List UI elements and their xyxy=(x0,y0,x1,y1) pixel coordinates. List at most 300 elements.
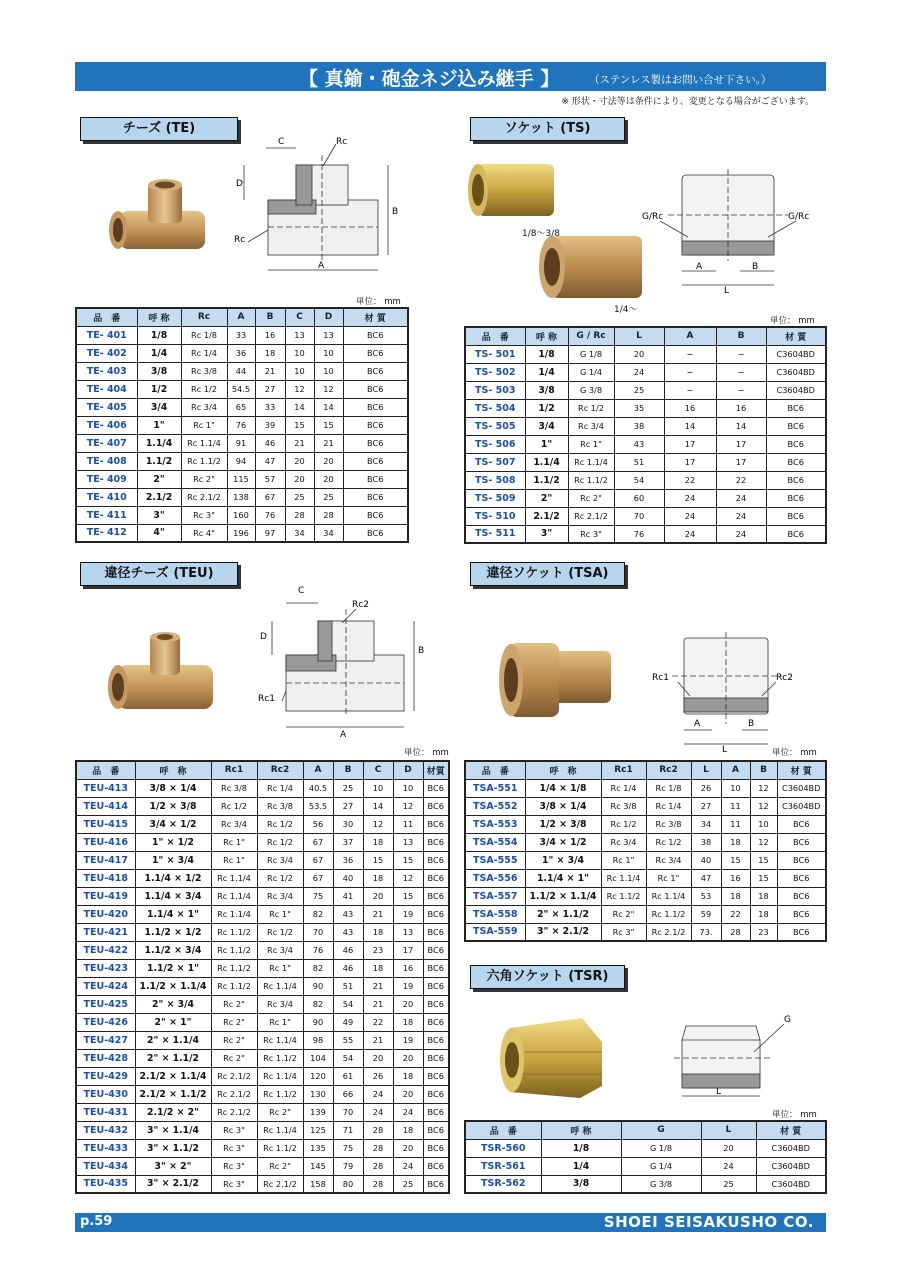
diagram-label-b: B xyxy=(418,646,425,656)
table-cell: 3/8 × 1/4 xyxy=(525,797,601,815)
table-cell: 38 xyxy=(691,833,721,851)
table-cell: 34 xyxy=(285,524,314,542)
table-cell: BC6 xyxy=(777,923,826,941)
table-cell: − xyxy=(716,381,766,399)
diagram-label-rc2: Rc2 xyxy=(776,673,793,683)
table-cell: 20 xyxy=(393,995,423,1013)
table-cell: G 1/8 xyxy=(568,345,614,363)
table-cell: BC6 xyxy=(343,398,408,416)
table-cell: 90 xyxy=(303,1013,333,1031)
table-cell: 20 xyxy=(285,470,314,488)
table-cell: 47 xyxy=(255,452,285,470)
table-cell: 24 xyxy=(363,1103,393,1121)
part-number-cell: TEU-421 xyxy=(76,923,135,941)
table-cell: Rc 3/8 xyxy=(646,815,691,833)
table-row xyxy=(76,434,408,452)
part-number-cell: TEU-420 xyxy=(76,905,135,923)
table-cell: 26 xyxy=(691,779,721,797)
table-cell: 12 xyxy=(393,869,423,887)
table-cell: 1/2 × 3/8 xyxy=(525,815,601,833)
table-cell: 60 xyxy=(614,489,664,507)
table-row xyxy=(465,851,826,869)
diagram-label-a: A xyxy=(340,730,347,740)
table-cell: 23 xyxy=(363,941,393,959)
part-number-cell: TE- 407 xyxy=(76,434,137,452)
table-cell: BC6 xyxy=(766,525,826,543)
table-cell: 14 xyxy=(716,417,766,435)
table-cell: 24 xyxy=(664,525,716,543)
table-cell: 18 xyxy=(255,344,285,362)
table-cell: 28 xyxy=(285,506,314,524)
table-cell: 1.1/4 xyxy=(525,453,568,471)
table-cell: Rc 3/8 xyxy=(601,797,646,815)
table-cell: Rc 1/2 xyxy=(211,797,257,815)
table-row xyxy=(76,1067,449,1085)
table-cell: 1.1/2 × 3/4 xyxy=(135,941,211,959)
part-number-cell: TE- 403 xyxy=(76,362,137,380)
table-cell: Rc 3" xyxy=(211,1139,257,1157)
table-cell: 36 xyxy=(227,344,255,362)
table-cell: 36 xyxy=(333,851,363,869)
column-header: A xyxy=(664,327,716,345)
table-cell: 2" × 3/4 xyxy=(135,995,211,1013)
part-number-cell: TEU-428 xyxy=(76,1049,135,1067)
table-cell: 24 xyxy=(363,1085,393,1103)
table-cell: 21 xyxy=(285,434,314,452)
table-cell: 39 xyxy=(255,416,285,434)
table-cell: Rc 1" xyxy=(601,851,646,869)
table-cell: 24 xyxy=(664,507,716,525)
reducing-socket-diagram xyxy=(650,632,825,752)
column-header: C xyxy=(363,761,393,779)
table-cell: Rc 1.1/4 xyxy=(568,453,614,471)
table-cell: 46 xyxy=(255,434,285,452)
table-cell: 22 xyxy=(363,1013,393,1031)
table-cell: 43 xyxy=(333,905,363,923)
table-cell: 73. xyxy=(691,923,721,941)
table-cell: 24 xyxy=(393,1103,423,1121)
table-cell: 3/4 xyxy=(525,417,568,435)
table-cell: 18 xyxy=(393,1067,423,1085)
table-cell: Rc 1.1/2 xyxy=(257,1085,303,1103)
part-number-cell: TE- 405 xyxy=(76,398,137,416)
table-cell: 40 xyxy=(691,851,721,869)
table-row xyxy=(76,815,449,833)
table-cell: BC6 xyxy=(343,524,408,542)
table-cell: 15 xyxy=(393,887,423,905)
table-cell: 19 xyxy=(393,1031,423,1049)
table-cell: BC6 xyxy=(343,362,408,380)
table-cell: 70 xyxy=(333,1103,363,1121)
table-cell: 3" xyxy=(137,506,181,524)
unit-label-ts: 単位： mm xyxy=(770,316,815,326)
table-header-row xyxy=(465,1121,826,1139)
table-cell: Rc 2.1/2 xyxy=(211,1085,257,1103)
table-cell: Rc 1" xyxy=(211,851,257,869)
table-cell: 1" xyxy=(525,435,568,453)
table-cell: Rc 2.1/2 xyxy=(646,923,691,941)
part-number-cell: TEU-425 xyxy=(76,995,135,1013)
table-cell: 10 xyxy=(285,362,314,380)
column-header: G xyxy=(621,1121,701,1139)
table-ts xyxy=(464,326,827,544)
table-cell: 24 xyxy=(716,507,766,525)
table-cell: BC6 xyxy=(777,815,826,833)
table-cell: 1/8 xyxy=(137,326,181,344)
table-row xyxy=(465,399,826,417)
table-row xyxy=(76,1085,449,1103)
table-cell: − xyxy=(716,345,766,363)
table-cell: BC6 xyxy=(423,995,449,1013)
table-cell: 28 xyxy=(363,1121,393,1139)
page-subtitle: （ステンレス製はお問い合せ下さい。） xyxy=(589,74,772,86)
table-row xyxy=(76,470,408,488)
part-number-cell: TE- 408 xyxy=(76,452,137,470)
disclaimer-note: ※ 形状・寸法等は条件により、変更となる場合がございます。 xyxy=(561,97,814,107)
table-row xyxy=(465,779,826,797)
table-cell: 12 xyxy=(750,797,777,815)
table-cell: 17 xyxy=(716,435,766,453)
table-cell: 76 xyxy=(227,416,255,434)
table-cell: 21 xyxy=(363,905,393,923)
part-number-cell: TE- 412 xyxy=(76,524,137,542)
table-cell: Rc 2.1/2 xyxy=(257,1175,303,1193)
table-cell: Rc 1/4 xyxy=(181,344,227,362)
table-cell: 18 xyxy=(363,923,393,941)
table-cell: BC6 xyxy=(423,1121,449,1139)
table-header-row xyxy=(76,761,449,779)
tee-fitting-photo xyxy=(100,175,215,260)
table-cell: 55 xyxy=(333,1031,363,1049)
table-cell: 158 xyxy=(303,1175,333,1193)
table-cell: 18 xyxy=(750,905,777,923)
table-cell: 54 xyxy=(333,995,363,1013)
diagram-label-rc2: Rc2 xyxy=(352,600,369,610)
table-cell: 3" × 2.1/2 xyxy=(525,923,601,941)
table-cell: 80 xyxy=(333,1175,363,1193)
table-row xyxy=(465,417,826,435)
table-cell: 12 xyxy=(363,815,393,833)
table-cell: Rc 2" xyxy=(181,470,227,488)
part-number-cell: TEU-417 xyxy=(76,851,135,869)
hex-socket-photo xyxy=(490,1012,610,1102)
section-title-teu: 違径チーズ (TEU) xyxy=(80,562,238,586)
table-cell: 34 xyxy=(691,815,721,833)
table-cell: 76 xyxy=(255,506,285,524)
table-cell: G 1/8 xyxy=(621,1139,701,1157)
table-teu xyxy=(75,760,450,1194)
table-cell: Rc 2" xyxy=(257,1103,303,1121)
part-number-cell: TEU-422 xyxy=(76,941,135,959)
table-cell: 21 xyxy=(363,977,393,995)
table-cell: Rc 3/4 xyxy=(601,833,646,851)
table-cell: 1.1/2 xyxy=(525,471,568,489)
table-row xyxy=(76,1175,449,1193)
table-cell: 2" xyxy=(525,489,568,507)
table-cell: Rc 3" xyxy=(601,923,646,941)
table-row xyxy=(76,380,408,398)
table-cell: 76 xyxy=(614,525,664,543)
section-title-tsr: 六角ソケット (TSR) xyxy=(470,965,625,989)
table-cell: 17 xyxy=(716,453,766,471)
table-row xyxy=(76,416,408,434)
table-cell: Rc 1/4 xyxy=(257,779,303,797)
table-cell: 115 xyxy=(227,470,255,488)
diagram-label-c: C xyxy=(278,137,285,147)
column-header: 材 質 xyxy=(766,327,826,345)
part-number-cell: TE- 404 xyxy=(76,380,137,398)
part-number-cell: TEU-433 xyxy=(76,1139,135,1157)
table-cell: Rc 1.1/2 xyxy=(568,471,614,489)
part-number-cell: TSA-552 xyxy=(465,797,525,815)
table-cell: Rc 1.1/2 xyxy=(181,452,227,470)
table-cell: Rc 1.1/2 xyxy=(211,977,257,995)
table-cell: BC6 xyxy=(423,815,449,833)
table-cell: C3604BD xyxy=(766,345,826,363)
diagram-label-a: A xyxy=(694,719,701,729)
table-cell: 3" × 2.1/2 xyxy=(135,1175,211,1193)
column-header: 呼 称 xyxy=(525,327,568,345)
table-row xyxy=(76,833,449,851)
table-cell: Rc 3/4 xyxy=(646,851,691,869)
table-cell: BC6 xyxy=(423,1139,449,1157)
table-cell: 28 xyxy=(363,1175,393,1193)
table-cell: 10 xyxy=(314,344,343,362)
table-cell: 94 xyxy=(227,452,255,470)
tee-fitting-diagram xyxy=(228,130,408,280)
table-cell: BC6 xyxy=(343,434,408,452)
table-row xyxy=(465,507,826,525)
table-row xyxy=(465,381,826,399)
table-cell: 57 xyxy=(255,470,285,488)
table-cell: 19 xyxy=(393,905,423,923)
table-cell: Rc 2.1/2 xyxy=(181,488,227,506)
hex-socket-diagram xyxy=(660,1012,810,1102)
table-cell: 3/4 xyxy=(137,398,181,416)
table-cell: 3" xyxy=(525,525,568,543)
table-cell: 91 xyxy=(227,434,255,452)
table-cell: BC6 xyxy=(423,1103,449,1121)
diagram-label-rc: Rc xyxy=(336,137,348,147)
table-cell: 11 xyxy=(393,815,423,833)
table-cell: 1/2 xyxy=(137,380,181,398)
table-cell: 59 xyxy=(691,905,721,923)
table-cell: BC6 xyxy=(343,344,408,362)
table-cell: 27 xyxy=(255,380,285,398)
table-cell: 18 xyxy=(721,887,750,905)
column-header: 材 質 xyxy=(343,308,408,326)
table-cell: 20 xyxy=(701,1139,756,1157)
table-cell: − xyxy=(664,381,716,399)
table-cell: 1.1/4 × 1/2 xyxy=(135,869,211,887)
table-cell: 2.1/2 × 1.1/2 xyxy=(135,1085,211,1103)
table-row xyxy=(76,977,449,995)
table-cell: Rc 1/2 xyxy=(257,923,303,941)
table-cell: 17 xyxy=(664,435,716,453)
table-row xyxy=(465,797,826,815)
table-cell: 54.5 xyxy=(227,380,255,398)
table-cell: BC6 xyxy=(423,959,449,977)
table-cell: 98 xyxy=(303,1031,333,1049)
table-cell: Rc 2" xyxy=(211,1013,257,1031)
section-title-te: チーズ (TE) xyxy=(80,117,238,141)
table-cell: BC6 xyxy=(423,905,449,923)
table-cell: Rc 1" xyxy=(181,416,227,434)
table-cell: 125 xyxy=(303,1121,333,1139)
part-number-cell: TSA-559 xyxy=(465,923,525,941)
table-cell: 13 xyxy=(393,833,423,851)
part-number-cell: TS- 501 xyxy=(465,345,525,363)
table-cell: BC6 xyxy=(423,1157,449,1175)
table-cell: 28 xyxy=(314,506,343,524)
table-cell: 27 xyxy=(333,797,363,815)
table-cell: 3/8 × 1/4 xyxy=(135,779,211,797)
table-cell: 18 xyxy=(721,833,750,851)
table-cell: 1/4 xyxy=(525,363,568,381)
table-cell: BC6 xyxy=(777,869,826,887)
part-number-cell: TSR-561 xyxy=(465,1157,541,1175)
table-row xyxy=(76,905,449,923)
table-cell: Rc 3" xyxy=(181,506,227,524)
reducing-tee-diagram xyxy=(256,575,436,745)
table-cell: 10 xyxy=(750,815,777,833)
diagram-label-g-left: G/Rc xyxy=(642,212,664,222)
table-cell: 12 xyxy=(750,833,777,851)
table-header-row xyxy=(76,308,408,326)
column-header: D xyxy=(314,308,343,326)
table-cell: 24 xyxy=(716,525,766,543)
table-cell: BC6 xyxy=(343,470,408,488)
table-cell: Rc 1.1/2 xyxy=(211,941,257,959)
table-cell: 51 xyxy=(614,453,664,471)
table-cell: G 1/4 xyxy=(568,363,614,381)
part-number-cell: TEU-423 xyxy=(76,959,135,977)
table-cell: Rc 1" xyxy=(257,959,303,977)
column-header: A xyxy=(721,761,750,779)
column-header: 品 番 xyxy=(465,1121,541,1139)
diagram-label-l: L xyxy=(722,745,728,752)
table-cell: Rc 2" xyxy=(257,1157,303,1175)
table-row xyxy=(465,525,826,543)
diagram-label-a: A xyxy=(696,262,703,272)
table-cell: Rc 1/2 xyxy=(568,399,614,417)
table-cell: Rc 1/2 xyxy=(257,833,303,851)
table-cell: 20 xyxy=(393,1139,423,1157)
table-cell: 1/2 xyxy=(525,399,568,417)
column-header: 呼 称 xyxy=(525,761,601,779)
table-cell: 67 xyxy=(303,869,333,887)
part-number-cell: TE- 406 xyxy=(76,416,137,434)
table-cell: BC6 xyxy=(423,869,449,887)
table-row xyxy=(76,1049,449,1067)
table-cell: BC6 xyxy=(766,399,826,417)
table-row xyxy=(76,887,449,905)
table-cell: − xyxy=(664,363,716,381)
photo-label-small: 1/8〜3/8 xyxy=(522,229,560,239)
table-cell: 24 xyxy=(664,489,716,507)
table-cell: 1.1/4 × 1" xyxy=(135,905,211,923)
socket-photo xyxy=(460,150,660,320)
part-number-cell: TSA-554 xyxy=(465,833,525,851)
table-cell: 135 xyxy=(303,1139,333,1157)
table-cell: 15 xyxy=(750,851,777,869)
table-cell: 61 xyxy=(333,1067,363,1085)
column-header: 品 番 xyxy=(465,761,525,779)
table-cell: Rc 1.1/4 xyxy=(257,977,303,995)
photo-label-large: 1/4〜 xyxy=(614,305,638,315)
section-title-ts: ソケット (TS) xyxy=(470,117,625,141)
table-cell: 12 xyxy=(750,779,777,797)
table-cell: 21 xyxy=(314,434,343,452)
table-row xyxy=(465,453,826,471)
table-row xyxy=(76,506,408,524)
table-cell: 12 xyxy=(285,380,314,398)
table-cell: 79 xyxy=(333,1157,363,1175)
diagram-label-g-right: G/Rc xyxy=(788,212,810,222)
table-cell: C3604BD xyxy=(777,797,826,815)
table-cell: BC6 xyxy=(423,797,449,815)
table-cell: 2.1/2 × 2" xyxy=(135,1103,211,1121)
table-row xyxy=(76,326,408,344)
table-cell: Rc 1.1/4 xyxy=(257,1121,303,1139)
table-cell: 1.1/4 × 1" xyxy=(525,869,601,887)
table-cell: Rc 1/2 xyxy=(646,833,691,851)
table-cell: 2.1/2 × 1.1/4 xyxy=(135,1067,211,1085)
table-cell: Rc 1.1/2 xyxy=(257,1049,303,1067)
table-cell: Rc 1.1/4 xyxy=(257,1031,303,1049)
table-cell: 1/2 × 3/8 xyxy=(135,797,211,815)
diagram-label-b: B xyxy=(748,719,755,729)
table-cell: 19 xyxy=(393,977,423,995)
part-number-cell: TS- 504 xyxy=(465,399,525,417)
table-cell: 130 xyxy=(303,1085,333,1103)
table-cell: Rc 1.1/2 xyxy=(601,887,646,905)
table-cell: 2" × 1.1/2 xyxy=(525,905,601,923)
part-number-cell: TEU-431 xyxy=(76,1103,135,1121)
part-number-cell: TE- 409 xyxy=(76,470,137,488)
part-number-cell: TEU-424 xyxy=(76,977,135,995)
table-cell: 24 xyxy=(716,489,766,507)
table-cell: BC6 xyxy=(423,1067,449,1085)
part-number-cell: TSA-558 xyxy=(465,905,525,923)
reducing-tee-photo xyxy=(100,625,220,720)
column-header: B xyxy=(716,327,766,345)
table-cell: Rc 3/4 xyxy=(257,887,303,905)
table-cell: BC6 xyxy=(343,452,408,470)
diagram-label-g: G xyxy=(784,1015,791,1025)
table-cell: 97 xyxy=(255,524,285,542)
page-title: 【 真鍮・砲金ネジ込み継手 】 xyxy=(299,68,560,90)
table-cell: Rc 3/8 xyxy=(257,797,303,815)
table-cell: Rc 2" xyxy=(211,1031,257,1049)
table-cell: 145 xyxy=(303,1157,333,1175)
part-number-cell: TEU-430 xyxy=(76,1085,135,1103)
table-cell: Rc 2.1/2 xyxy=(568,507,614,525)
table-cell: 47 xyxy=(691,869,721,887)
table-row xyxy=(76,344,408,362)
part-number-cell: TE- 411 xyxy=(76,506,137,524)
table-row xyxy=(76,851,449,869)
table-cell: 1/4 xyxy=(137,344,181,362)
table-cell: 54 xyxy=(333,1049,363,1067)
table-cell: Rc 1/8 xyxy=(181,326,227,344)
table-cell: 16 xyxy=(721,869,750,887)
table-cell: 3" × 1.1/4 xyxy=(135,1121,211,1139)
table-cell: Rc 3" xyxy=(211,1157,257,1175)
column-header: B xyxy=(750,761,777,779)
socket-diagram xyxy=(638,165,818,295)
table-cell: BC6 xyxy=(423,779,449,797)
